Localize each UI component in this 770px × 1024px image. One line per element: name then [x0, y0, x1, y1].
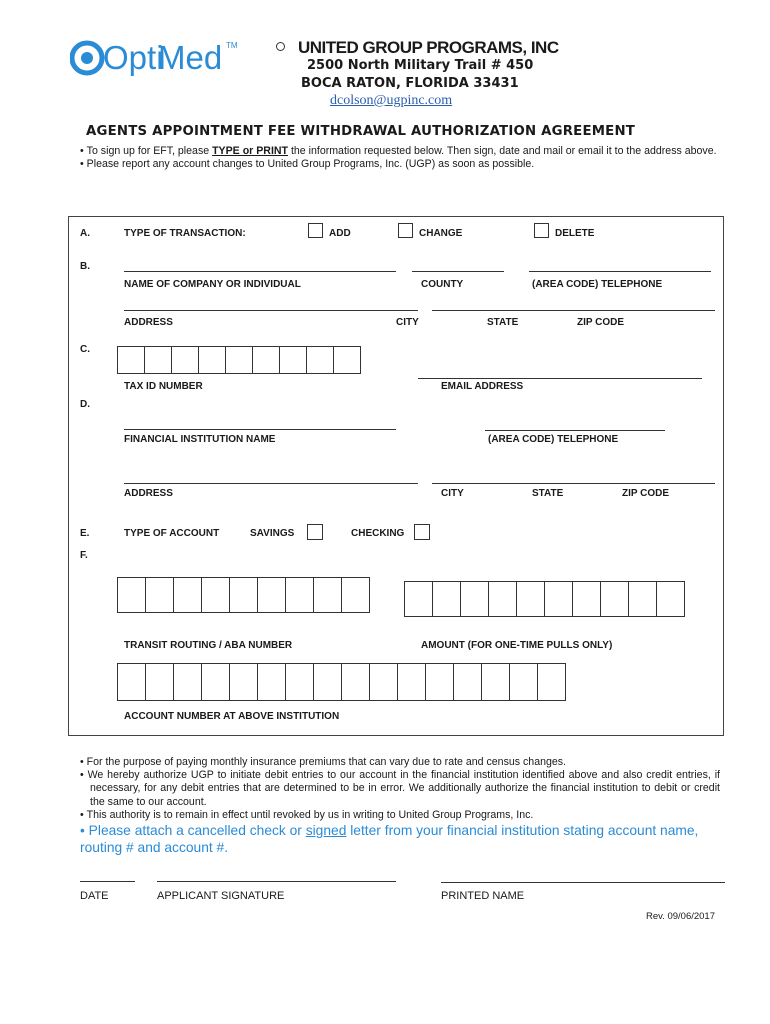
fi-address-label: ADDRESS — [124, 488, 173, 499]
amount-cell[interactable] — [460, 582, 488, 616]
terms — [80, 756, 720, 822]
tax-id-cell[interactable] — [225, 347, 252, 373]
account-cell[interactable] — [453, 664, 481, 700]
change-label: CHANGE — [419, 228, 463, 239]
company-name-field[interactable] — [124, 271, 396, 272]
delete-label: DELETE — [555, 228, 595, 239]
tax-id-cell[interactable] — [306, 347, 333, 373]
amount-cell[interactable] — [544, 582, 572, 616]
company-name: UNITED GROUP PROGRAMS, INC — [298, 38, 559, 57]
add-checkbox[interactable] — [308, 223, 323, 238]
company-zip-label: ZIP CODE — [577, 317, 625, 328]
signature-field[interactable] — [157, 881, 396, 882]
section-c-letter: C. — [80, 344, 90, 355]
fi-state-label: STATE — [532, 488, 564, 499]
routing-cell[interactable] — [201, 578, 229, 612]
date-field[interactable] — [80, 881, 135, 882]
instruction-2: • Please report any account changes to United Group Programs, Inc. (UGP) as soon as possible. — [80, 158, 535, 171]
amount-grid[interactable] — [404, 581, 685, 617]
routing-cell[interactable] — [341, 578, 369, 612]
fi-phone-label: (AREA CODE) TELEPHONE — [488, 434, 619, 445]
account-type-label: TYPE OF ACCOUNT — [124, 528, 220, 539]
form-box — [68, 216, 724, 736]
routing-number-grid[interactable] — [117, 577, 370, 613]
account-cell[interactable] — [341, 664, 369, 700]
optimed-logo-icon — [70, 36, 250, 80]
section-a-letter: A. — [80, 228, 90, 239]
amount-cell[interactable] — [600, 582, 628, 616]
account-cell[interactable] — [369, 664, 397, 700]
logo-text-med: Med — [158, 39, 223, 76]
account-cell[interactable] — [229, 664, 257, 700]
term-item: • We hereby authorize UGP to initiate debit entries to our account in the financial institution identified above and also credit entries, if necessary, for any debit entries that are determined to be in error. We additionally authorize the financial institution to debit or credit the same to our account. — [80, 769, 720, 808]
checking-label: CHECKING — [351, 528, 405, 539]
tax-id-cell[interactable] — [171, 347, 198, 373]
company-address-field[interactable] — [124, 310, 418, 311]
change-checkbox[interactable] — [398, 223, 413, 238]
company-city-state-zip-field[interactable] — [432, 310, 715, 311]
section-f-letter: F. — [80, 550, 88, 561]
company-phone-label: (AREA CODE) TELEPHONE — [532, 279, 663, 290]
revision-date: Rev. 09/06/2017 — [645, 911, 715, 922]
tax-id-cell[interactable] — [198, 347, 225, 373]
company-city-label: CITY — [396, 317, 419, 328]
signature-label: APPLICANT SIGNATURE — [157, 890, 285, 902]
account-cell[interactable] — [173, 664, 201, 700]
amount-cell[interactable] — [628, 582, 656, 616]
section-b-letter: B. — [80, 261, 90, 272]
account-cell[interactable] — [397, 664, 425, 700]
attach-note: • Please attach a cancelled check or signed letter from your financial institution stating account name, routing # and account #. — [80, 823, 699, 855]
routing-cell[interactable] — [145, 578, 173, 612]
email-label: EMAIL ADDRESS — [441, 381, 524, 392]
fi-phone-field[interactable] — [485, 430, 665, 431]
fi-city-label: CITY — [441, 488, 464, 499]
fi-zip-label: ZIP CODE — [622, 488, 670, 499]
email-field[interactable] — [418, 378, 702, 379]
account-number-label: ACCOUNT NUMBER AT ABOVE INSTITUTION — [124, 711, 340, 722]
routing-cell[interactable] — [173, 578, 201, 612]
amount-cell[interactable] — [656, 582, 684, 616]
transaction-type-label: TYPE OF TRANSACTION: — [124, 228, 246, 239]
fi-city-state-zip-field[interactable] — [432, 483, 715, 484]
date-label: DATE — [80, 890, 109, 902]
account-cell[interactable] — [118, 664, 145, 700]
add-label: ADD — [329, 228, 351, 239]
county-label: COUNTY — [421, 279, 464, 290]
tax-id-cell[interactable] — [252, 347, 279, 373]
company-name-label: NAME OF COMPANY OR INDIVIDUAL — [124, 279, 301, 290]
tax-id-label: TAX ID NUMBER — [124, 381, 203, 392]
amount-label: AMOUNT (FOR ONE-TIME PULLS ONLY) — [421, 640, 613, 651]
amount-cell[interactable] — [488, 582, 516, 616]
account-cell[interactable] — [285, 664, 313, 700]
logo-tm: TM — [226, 41, 238, 50]
delete-checkbox[interactable] — [534, 223, 549, 238]
routing-cell[interactable] — [118, 578, 145, 612]
savings-label: SAVINGS — [250, 528, 295, 539]
financial-institution-field[interactable] — [124, 429, 396, 430]
instructions — [80, 145, 720, 172]
routing-cell[interactable] — [313, 578, 341, 612]
account-cell[interactable] — [313, 664, 341, 700]
optimed-logo — [70, 36, 250, 80]
account-cell[interactable] — [201, 664, 229, 700]
routing-cell[interactable] — [257, 578, 285, 612]
logo-text-opti: Opti — [103, 39, 164, 76]
county-field[interactable] — [412, 271, 504, 272]
routing-cell[interactable] — [285, 578, 313, 612]
account-cell[interactable] — [481, 664, 509, 700]
financial-institution-label: FINANCIAL INSTITUTION NAME — [124, 434, 276, 445]
amount-cell[interactable] — [432, 582, 460, 616]
tax-id-cell[interactable] — [333, 347, 360, 373]
amount-cell[interactable] — [516, 582, 544, 616]
instruction-1: • To sign up for EFT, please TYPE or PRINT the information requested below. Then sign, date and mail or email it to the address above. — [80, 145, 717, 157]
bullet-circle-icon — [276, 42, 285, 51]
company-address-label: ADDRESS — [124, 317, 173, 328]
form-title: AGENTS APPOINTMENT FEE WITHDRAWAL AUTHORIZATION AGREEMENT — [86, 124, 636, 139]
amount-cell[interactable] — [572, 582, 600, 616]
tax-id-cell[interactable] — [144, 347, 171, 373]
printed-name-field[interactable] — [441, 882, 725, 883]
address-line-1: 2500 North Military Trail # 450 — [307, 58, 534, 73]
account-cell[interactable] — [257, 664, 285, 700]
address-line-2: BOCA RATON, FLORIDA 33431 — [301, 76, 519, 91]
tax-id-cell[interactable] — [279, 347, 306, 373]
account-cell[interactable] — [425, 664, 453, 700]
routing-cell[interactable] — [229, 578, 257, 612]
term-item: • This authority is to remain in effect until revoked by us in writing to United Group Programs, Inc. — [80, 808, 534, 821]
routing-label: TRANSIT ROUTING / ABA NUMBER — [124, 640, 293, 651]
company-state-label: STATE — [487, 317, 519, 328]
amount-cell[interactable] — [405, 582, 432, 616]
printed-name-label: PRINTED NAME — [441, 890, 525, 902]
company-phone-field[interactable] — [529, 271, 711, 272]
term-item: • For the purpose of paying monthly insurance premiums that can vary due to rate and census changes. — [80, 756, 566, 768]
account-number-grid[interactable] — [117, 663, 566, 701]
account-cell[interactable] — [145, 664, 173, 700]
tax-id-cell[interactable] — [118, 347, 144, 373]
account-cell[interactable] — [509, 664, 537, 700]
checking-checkbox[interactable] — [414, 524, 430, 540]
tax-id-grid[interactable] — [117, 346, 361, 374]
section-d-letter: D. — [80, 399, 90, 410]
savings-checkbox[interactable] — [307, 524, 323, 540]
section-e-letter: E. — [80, 528, 90, 539]
contact-email-link[interactable]: dcolson@ugpinc.com — [330, 93, 453, 108]
fi-address-field[interactable] — [124, 483, 418, 484]
account-cell[interactable] — [537, 664, 565, 700]
